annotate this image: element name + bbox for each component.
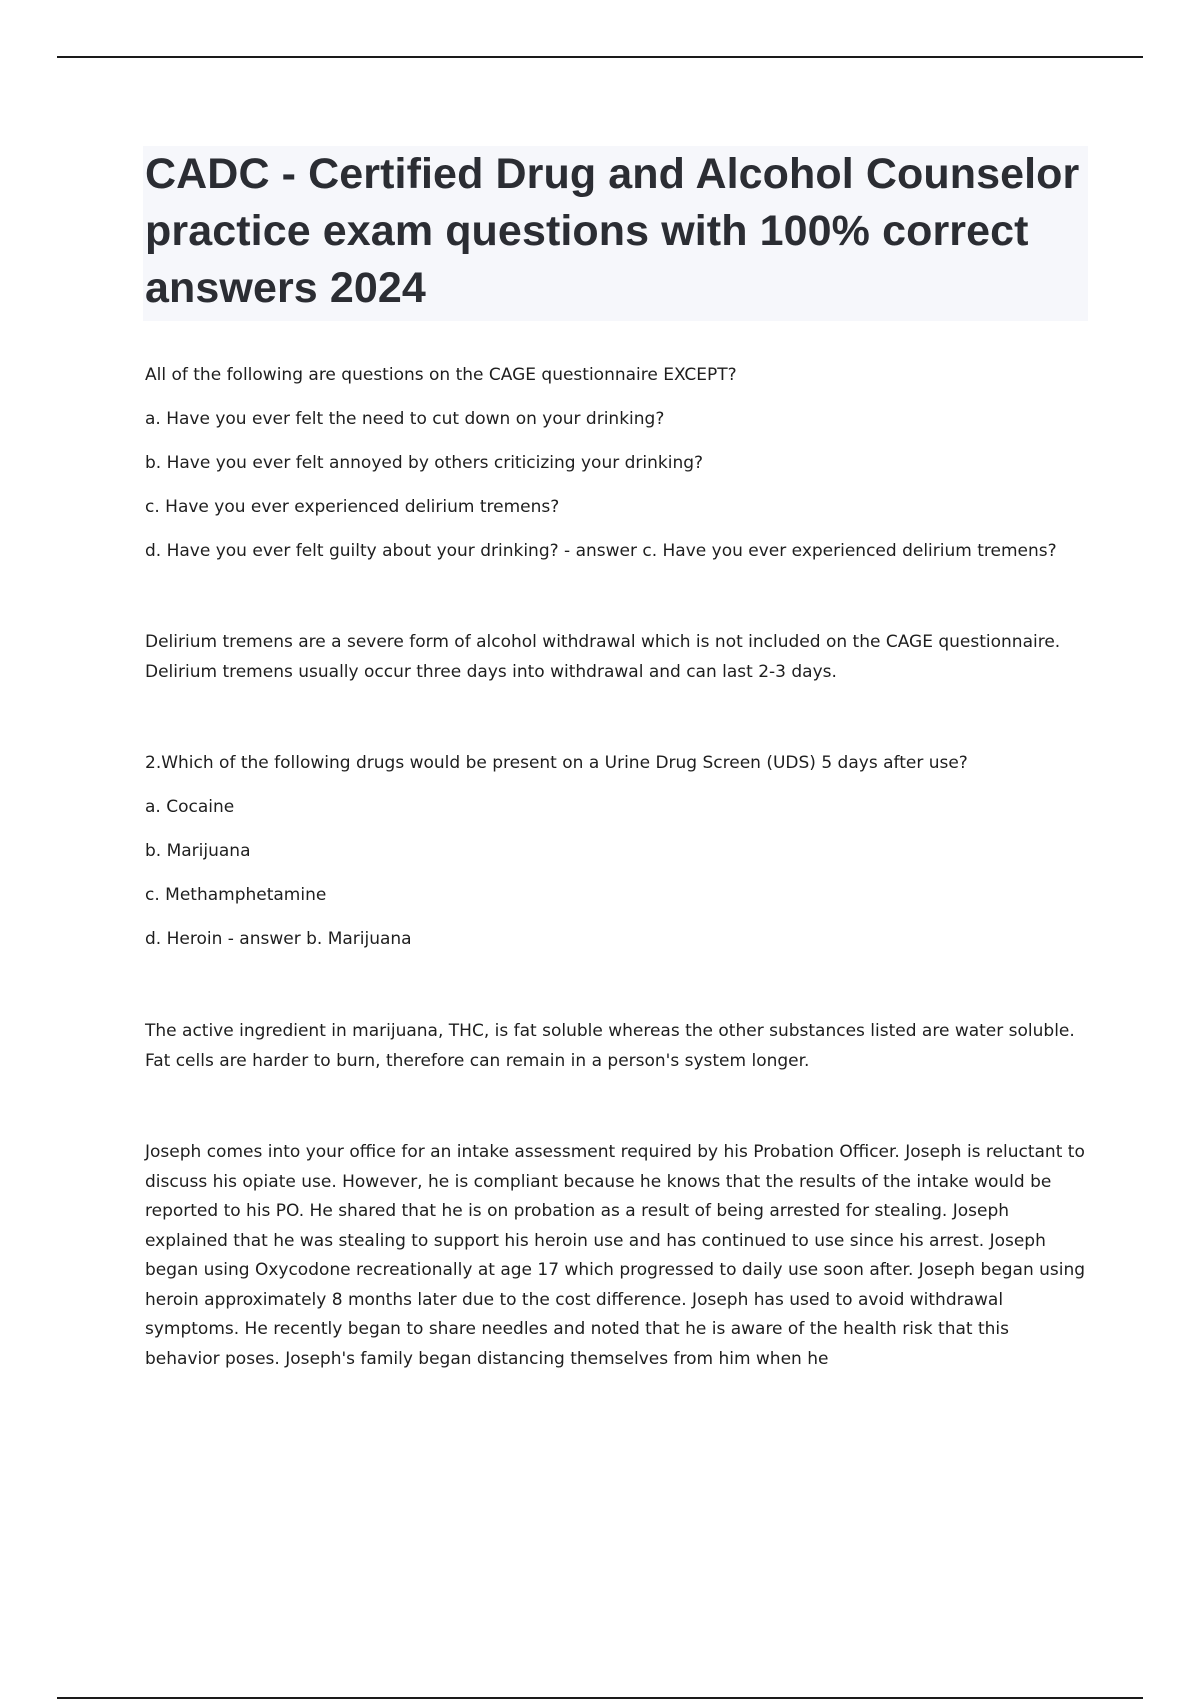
question-1-option-d-answer: d. Have you ever felt guilty about your drinking? - answer c. Have you ever experienced delirium tremens? <box>145 541 1057 561</box>
question-2-option-c: c. Methamphetamine <box>145 885 327 905</box>
question-2-explanation: The active ingredient in marijuana, THC, is fat soluble whereas the other substances listed are water soluble. Fat cells are harder to burn, therefore can remain in a person's system longer. <box>145 1021 1075 1071</box>
question-1-option-c: c. Have you ever experienced delirium tremens? <box>145 497 560 517</box>
question-1-explanation-block <box>145 627 1088 687</box>
question-2 <box>145 749 1088 954</box>
document-title: CADC - Certified Drug and Alcohol Counselor practice exam questions with 100% correct answers 2024 <box>145 150 1080 312</box>
question-1-option-b: b. Have you ever felt annoyed by others criticizing your drinking? <box>145 453 704 473</box>
bottom-rule <box>57 1697 1143 1699</box>
case-study-block <box>145 1138 1088 1374</box>
question-1-option-a: a. Have you ever felt the need to cut down on your drinking? <box>145 409 665 429</box>
document-page <box>145 146 1088 1374</box>
question-2-explanation-block <box>145 1016 1088 1076</box>
question-2-prompt: 2.Which of the following drugs would be present on a Urine Drug Screen (UDS) 5 days after use? <box>145 753 968 773</box>
question-2-option-b: b. Marijuana <box>145 841 251 861</box>
top-rule <box>57 56 1143 58</box>
case-study-text: Joseph comes into your office for an intake assessment required by his Probation Officer. Joseph is reluctant to discuss his opiate use. However, he is compliant because he knows that the results of the intake would be reported to his PO. He shared that he is on probation as a result of being arrested for stealing. Joseph explained that he was stealing to support his heroin use and has continued to use since his arrest. Joseph began using Oxycodone recreationally at age 17 which progressed to daily use soon after. Joseph began using heroin approximately 8 months later due to the cost difference. Joseph has used to avoid withdrawal symptoms. He recently began to share needles and noted that he is aware of the health risk that this behavior poses. Joseph's family began distancing themselves from him when he <box>145 1142 1086 1369</box>
question-1-prompt: All of the following are questions on the CAGE questionnaire EXCEPT? <box>145 365 737 385</box>
question-1-explanation: Delirium tremens are a severe form of alcohol withdrawal which is not included on the CAGE questionnaire. Delirium tremens usually occur three days into withdrawal and can last 2-3 days. <box>145 632 1061 682</box>
title-box <box>143 146 1088 321</box>
question-1 <box>145 361 1088 565</box>
question-2-option-a: a. Cocaine <box>145 797 235 817</box>
question-2-option-d-answer: d. Heroin - answer b. Marijuana <box>145 929 412 949</box>
